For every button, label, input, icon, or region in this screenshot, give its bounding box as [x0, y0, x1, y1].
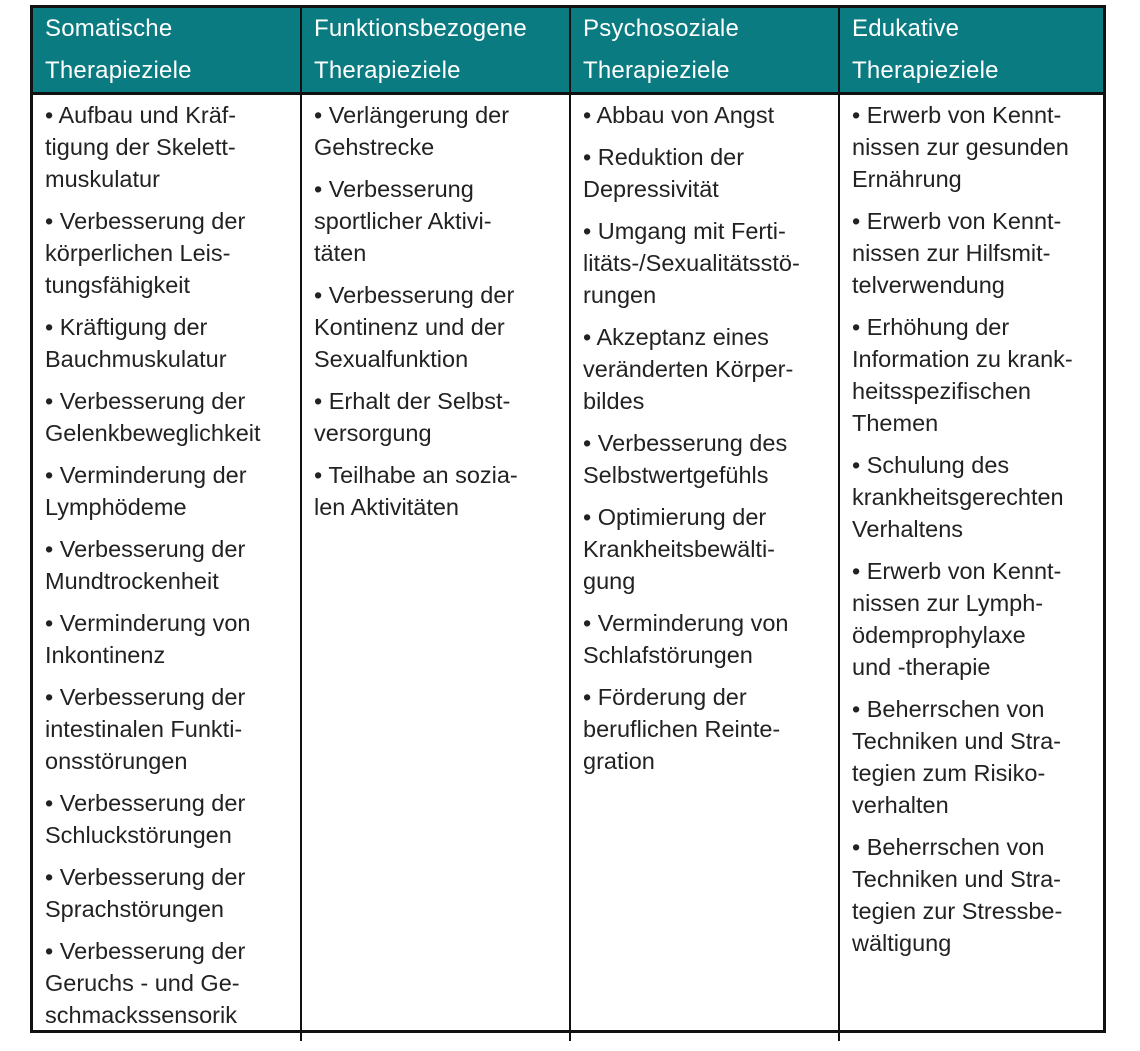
table-header-row: [33, 8, 1103, 95]
list-item: • Erwerb von Kennt- nissen zur gesunden Ernährung: [852, 102, 1069, 192]
list-item: • Verlängerung der Gehstrecke: [314, 102, 510, 160]
list-item: • Verbesserung des Selbstwertgefühls: [583, 430, 788, 488]
list-item: • Verminderung der Lymphödeme: [45, 462, 247, 520]
list-item: • Verminderung von Inkontinenz: [45, 610, 251, 668]
list-item: • Verbesserung der Kontinenz und der Sexualfunktion: [314, 282, 515, 372]
list-item: • Beherrschen von Techniken und Stra- tegien zum Risiko- verhalten: [852, 696, 1062, 818]
list-item: • Verbesserung der Schluckstörungen: [45, 790, 246, 848]
header-psychosocial-label: Psychosoziale Therapieziele: [583, 15, 740, 84]
list-item: • Förderung der beruflichen Reinte- gration: [583, 684, 781, 774]
header-functional: [302, 8, 571, 92]
list-item: • Schulung des krankheitsgerechten Verhaltens: [852, 452, 1064, 542]
list-item: • Reduktion der Depressivität: [583, 144, 745, 202]
list-item: • Optimierung der Krankheitsbewälti- gung: [583, 504, 776, 594]
list-item: • Erhalt der Selbst- versorgung: [314, 388, 511, 446]
list-item: • Verbesserung der intestinalen Funkti- onsstörungen: [45, 684, 246, 774]
list-item: • Aufbau und Kräf- tigung der Skelett- muskulatur: [45, 102, 237, 192]
header-somatic: [33, 8, 302, 92]
list-item: • Teilhabe an sozia- len Aktivitäten: [314, 462, 518, 520]
list-item: • Akzeptanz eines veränderten Körper- bildes: [583, 324, 794, 414]
list-item: • Erwerb von Kennt- nissen zur Lymph- ödemprophylaxe und -therapie: [852, 558, 1062, 680]
list-item: • Verbesserung sportlicher Aktivi- täten: [314, 176, 492, 266]
header-educational-label: Edukative Therapieziele: [852, 15, 999, 84]
therapy-goals-table: [30, 5, 1106, 1033]
list-item: • Beherrschen von Techniken und Stra- tegien zur Stressbe- wältigung: [852, 834, 1063, 956]
list-item: • Verbesserung der Sprachstörungen: [45, 864, 246, 922]
header-psychosocial: [571, 8, 840, 92]
list-item: • Abbau von Angst: [583, 102, 775, 128]
table-body-row: [33, 95, 1103, 1041]
list-item: • Verbesserung der Geruchs - und Ge- schmackssensorik: [45, 938, 246, 1028]
list-item: • Verminderung von Schlafstörungen: [583, 610, 789, 668]
header-somatic-label: Somatische Therapieziele: [45, 15, 192, 84]
list-item: • Erwerb von Kennt- nissen zur Hilfsmit- telverwendung: [852, 208, 1062, 298]
column-educational: [840, 95, 1103, 1041]
header-functional-label: Funktionsbezogene Therapieziele: [314, 15, 527, 84]
column-psychosocial: [571, 95, 840, 1041]
column-somatic: [33, 95, 302, 1041]
list-item: • Verbesserung der Mundtrockenheit: [45, 536, 246, 594]
header-educational: [840, 8, 1103, 92]
list-item: • Erhöhung der Information zu krank- heitsspezifischen Themen: [852, 314, 1073, 436]
list-item: • Umgang mit Ferti- litäts-/Sexualitätsstö- rungen: [583, 218, 800, 308]
list-item: • Kräftigung der Bauchmuskulatur: [45, 314, 227, 372]
list-item: • Verbesserung der Gelenkbeweglichkeit: [45, 388, 261, 446]
column-functional: [302, 95, 571, 1041]
list-item: • Verbesserung der körperlichen Leis- tungsfähigkeit: [45, 208, 246, 298]
